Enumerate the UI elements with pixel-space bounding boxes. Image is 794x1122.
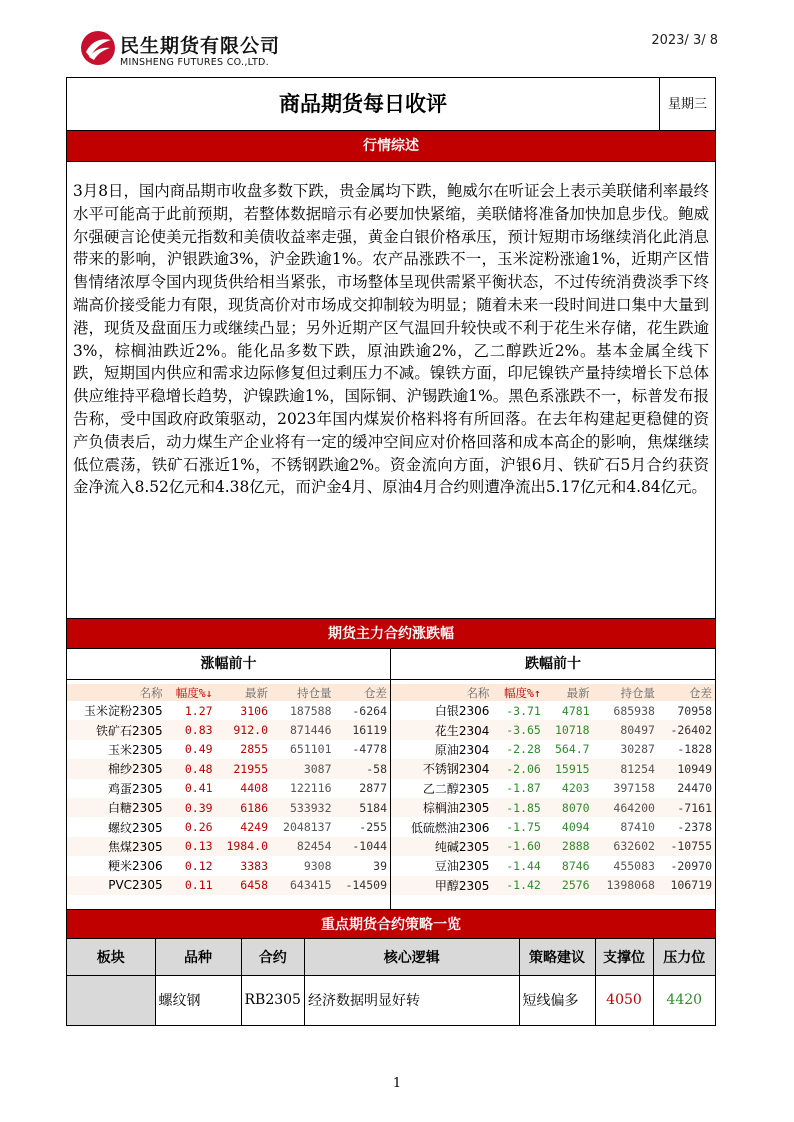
summary-heading: 行情综述 — [67, 131, 715, 162]
gainers-cell-chg: 1.27 — [184, 703, 213, 718]
losers-cell-diff: -26402 — [670, 723, 712, 738]
gainers-cell-name: 玉米2305 — [108, 742, 163, 757]
table-row — [391, 798, 715, 817]
losers-cell-diff: -10755 — [670, 839, 712, 854]
market-summary-text: 3月8日，国内商品期市收盘多数下跌，贵金属均下跌，鲍威尔在听证会上表示美联储利率最终水平可能高于此前预期，若整体数据暗示有必要加快紧缩，美联储将准备加快加息步伐。鲍威尔强硬言论使美元指数和美债收益率走强，黄金白银价格承压，预计短期市场继续消化此消息带来的影响，沪银跌逾3%，沪金跌逾1%。农产品涨跌不一，玉米淀粉涨逾1%，近期产区惜售情绪浓厚令国内现货供给相当紧张，市场整体呈现供需紧平衡状态，不过传统消费淡季下终端高价接受能力有限，现货高价对市场成交抑制较为明显；随着未来一段时间进口集中大量到港，现货及盘面压力或继续凸显；另外近期产区气温回升较快或不利于花生米存储，花生跌逾3%，棕榈油跌近2%。能化品多数下跌，原油跌逾2%，乙二醇跌近2%。基本金属全线下跌，短期国内供应和需求边际修复但过剩压力不减。镍铁方面，印尼镍铁产量持续增长下总体供应维持平稳增长趋势，沪镍跌逾1%，国际铜、沪锡跌逾1%。黑色系涨跌不一，标普发布报告称，受中国政府政策驱动，2023年国内煤炭价格料将有所回落。在去年构建起更稳健的资产负债表后，动力煤生产企业将有一定的缓冲空间应对价格回落和成本高企的影响，焦煤继续低位震荡，铁矿石涨近1%，不锈钢跌逾2%。资金流向方面，沪银6月、铁矿石5月合约获资金净流入8.52亿元和4.38亿元，而沪金4月、原油4月合约则遭净流出5.17亿元和4.84亿元。 — [73, 182, 709, 497]
table-row — [391, 779, 715, 798]
table-row — [67, 975, 715, 1025]
gainers-cell-diff: -4778 — [352, 742, 387, 757]
strategy-cell-variety: 螺纹钢 — [155, 975, 241, 1025]
gainers-header-row — [67, 684, 390, 701]
gainers-cell-name: 粳米2306 — [108, 859, 163, 874]
strategy-cell-sector — [67, 975, 155, 1025]
gainers-cell-oi: 3087 — [303, 761, 332, 776]
table-row — [391, 701, 715, 720]
table-row — [391, 876, 715, 895]
losers-cell-last: 15915 — [554, 761, 590, 776]
losers-cell-last: 4781 — [561, 703, 590, 718]
strategy-cell-logic: 经济数据明显好转 — [304, 975, 519, 1025]
gainers-cell-chg: 0.39 — [184, 800, 213, 815]
gainers-cell-last: 21955 — [233, 761, 268, 776]
gainers-cell-last: 3383 — [240, 858, 268, 873]
losers-cell-chg: -3.71 — [506, 703, 541, 718]
company-name-en: MINSHENG FUTURES CO.,LTD. — [120, 57, 269, 68]
losers-cell-diff: -7161 — [677, 800, 712, 815]
gainers-cell-diff: -255 — [359, 820, 387, 835]
losers-cell-oi: 455083 — [613, 858, 655, 873]
gainers-cell-last: 2855 — [240, 742, 268, 757]
strategy-col-variety: 品种 — [155, 939, 241, 975]
gainers-cell-last: 6458 — [240, 878, 268, 893]
gainers-cell-oi: 2048137 — [283, 820, 332, 835]
table-row — [391, 720, 715, 739]
losers-cell-name: 不锈钢2304 — [422, 762, 490, 777]
strategy-col-advice: 策略建议 — [519, 939, 595, 975]
strategy-cell-advice: 短线偏多 — [519, 975, 595, 1025]
losers-cell-name: 豆油2305 — [434, 859, 490, 874]
gainers-cell-diff: 5184 — [359, 800, 387, 815]
gainers-title: 涨幅前十 — [67, 649, 390, 680]
gainers-cell-oi: 82454 — [296, 839, 332, 854]
table-row — [67, 876, 390, 895]
gainers-cell-oi: 187588 — [289, 703, 332, 718]
gainers-table — [67, 684, 390, 895]
gainers-cell-last: 6186 — [240, 800, 268, 815]
losers-cell-chg: -1.44 — [506, 858, 541, 873]
losers-cell-chg: -1.42 — [506, 878, 541, 893]
gainers-cell-name: 玉米淀粉2305 — [84, 704, 163, 719]
gainers-cell-name: 鸡蛋2305 — [108, 781, 163, 796]
losers-panel — [391, 649, 715, 909]
losers-cell-diff: 24470 — [677, 781, 712, 796]
losers-cell-diff: 70958 — [677, 703, 712, 718]
gainers-col-oi: 持仓量 — [297, 685, 332, 700]
losers-title: 跌幅前十 — [391, 649, 715, 680]
table-row — [67, 817, 390, 836]
losers-cell-last: 4203 — [561, 781, 590, 796]
report-date: 2023/ 3/ 8 — [651, 33, 718, 48]
losers-cell-last: 2888 — [561, 839, 590, 854]
table-row — [391, 837, 715, 856]
table-row — [391, 817, 715, 836]
gainers-cell-diff: -1044 — [352, 839, 387, 854]
losers-cell-chg: -3.65 — [506, 723, 541, 738]
gainers-cell-diff: -58 — [366, 761, 387, 776]
losers-cell-chg: -1.87 — [506, 781, 541, 796]
losers-cell-last: 564.7 — [554, 742, 590, 757]
losers-cell-diff: -20970 — [670, 858, 712, 873]
table-row — [67, 759, 390, 778]
gainers-cell-chg: 0.26 — [184, 820, 213, 835]
gainers-cell-oi: 651101 — [289, 742, 332, 757]
table-row — [67, 837, 390, 856]
gainers-cell-chg: 0.11 — [184, 878, 213, 893]
gainers-col-last: 最新 — [245, 685, 268, 700]
gainers-cell-chg: 0.41 — [184, 781, 213, 796]
gainers-cell-oi: 122116 — [289, 781, 332, 796]
losers-col-last: 最新 — [566, 685, 590, 700]
title-row — [67, 78, 715, 131]
gainers-cell-name: 焦煤2305 — [108, 839, 163, 854]
company-logo — [80, 30, 320, 74]
gainers-cell-name: PVC2305 — [108, 878, 163, 893]
table-row — [391, 759, 715, 778]
table-row — [67, 798, 390, 817]
losers-cell-oi: 1398068 — [606, 878, 655, 893]
losers-header-row — [391, 684, 715, 701]
gainers-cell-diff: 16119 — [352, 723, 387, 738]
strategy-table — [67, 939, 715, 1025]
losers-cell-last: 8070 — [561, 800, 590, 815]
losers-cell-last: 10718 — [554, 723, 590, 738]
losers-col-chg: 幅度%↑ — [504, 685, 541, 700]
losers-cell-oi: 87410 — [620, 820, 655, 835]
losers-cell-oi: 30287 — [620, 742, 655, 757]
strategy-col-pressure: 压力位 — [653, 939, 715, 975]
table-row — [67, 701, 390, 720]
losers-cell-oi: 685938 — [613, 703, 655, 718]
gainers-cell-name: 棉纱2305 — [108, 762, 163, 777]
losers-cell-chg: -1.75 — [506, 820, 541, 835]
losers-cell-oi: 632602 — [613, 839, 655, 854]
page-number: 1 — [392, 1076, 402, 1091]
strategy-col-sector: 板块 — [67, 939, 155, 975]
gainers-cell-chg: 0.49 — [184, 742, 213, 757]
gainers-cell-last: 4249 — [240, 820, 268, 835]
minsheng-logo-icon — [80, 30, 116, 66]
losers-cell-name: 低硫燃油2306 — [410, 820, 490, 835]
report-title: 商品期货每日收评 — [279, 92, 447, 116]
losers-cell-chg: -1.85 — [506, 800, 541, 815]
gainers-cell-oi: 533932 — [289, 800, 332, 815]
gainers-cell-last: 912.0 — [233, 723, 268, 738]
losers-cell-last: 8746 — [561, 858, 590, 873]
company-name-cn: 民生期货有限公司 — [120, 35, 281, 57]
losers-cell-name: 原油2304 — [434, 742, 490, 757]
table-row — [391, 856, 715, 875]
strategy-cell-pressure: 4420 — [666, 992, 703, 1009]
gainers-cell-name: 螺纹2305 — [108, 820, 163, 835]
gainers-cell-oi: 871446 — [289, 723, 332, 738]
strategy-cell-support: 4050 — [595, 975, 653, 1025]
losers-cell-name: 花生2304 — [434, 723, 490, 738]
table-row — [391, 740, 715, 759]
gainers-cell-diff: 2877 — [359, 781, 387, 796]
strategy-cell-contract: RB2305 — [241, 975, 304, 1025]
gainers-cell-last: 4408 — [240, 781, 268, 796]
losers-cell-last: 4094 — [561, 820, 590, 835]
gainers-cell-oi: 643415 — [289, 878, 332, 893]
gainers-col-diff: 仓差 — [364, 685, 387, 700]
gainers-cell-diff: -6264 — [352, 703, 387, 718]
gainers-cell-diff: 39 — [373, 858, 387, 873]
gainers-cell-chg: 0.12 — [184, 858, 213, 873]
losers-cell-name: 棕榈油2305 — [422, 801, 490, 816]
losers-cell-diff: 106719 — [670, 878, 712, 893]
losers-cell-name: 白银2306 — [434, 704, 490, 719]
table-row — [67, 779, 390, 798]
gainers-cell-oi: 9308 — [303, 858, 332, 873]
gainers-cell-diff: -14509 — [345, 878, 387, 893]
gainers-col-name: 名称 — [139, 685, 163, 700]
losers-col-name: 名称 — [466, 685, 490, 700]
strategy-col-support: 支撑位 — [595, 939, 653, 975]
strategy-heading: 重点期货合约策略一览 — [67, 909, 715, 939]
strategy-col-logic: 核心逻辑 — [304, 939, 519, 975]
losers-cell-chg: -2.28 — [506, 742, 541, 757]
losers-cell-name: 甲醇2305 — [434, 878, 490, 893]
losers-cell-name: 乙二醇2305 — [422, 781, 490, 796]
losers-cell-diff: -2378 — [677, 820, 712, 835]
losers-cell-oi: 397158 — [613, 781, 655, 796]
report-frame — [66, 77, 716, 1026]
gainers-cell-chg: 0.83 — [184, 723, 213, 738]
losers-cell-oi: 464200 — [613, 800, 655, 815]
losers-cell-diff: 10949 — [677, 761, 712, 776]
movers-heading: 期货主力合约涨跌幅 — [67, 618, 715, 649]
gainers-cell-last: 1984.0 — [226, 839, 268, 854]
strategy-col-contract: 合约 — [241, 939, 304, 975]
gainers-cell-chg: 0.13 — [184, 839, 213, 854]
losers-col-oi: 持仓量 — [620, 685, 655, 700]
gainers-cell-name: 铁矿石2305 — [96, 723, 163, 738]
losers-cell-diff: -1828 — [677, 742, 712, 757]
losers-cell-chg: -2.06 — [506, 761, 541, 776]
strategy-header-row — [67, 939, 715, 975]
gainers-cell-last: 3106 — [240, 703, 268, 718]
report-weekday: 星期三 — [659, 78, 715, 131]
losers-cell-last: 2576 — [561, 878, 590, 893]
losers-cell-name: 纯碱2305 — [434, 839, 490, 854]
gainers-col-chg: 幅度%↓ — [175, 685, 213, 700]
losers-col-diff: 仓差 — [689, 685, 712, 700]
gainers-cell-name: 白糖2305 — [108, 801, 163, 816]
losers-table — [391, 684, 715, 895]
table-row — [67, 740, 390, 759]
losers-cell-oi: 80497 — [620, 723, 655, 738]
losers-cell-oi: 81254 — [620, 761, 655, 776]
table-row — [67, 720, 390, 739]
table-row — [67, 856, 390, 875]
movers-section — [67, 649, 715, 909]
losers-cell-chg: -1.60 — [506, 839, 541, 854]
gainers-panel — [67, 649, 391, 909]
gainers-cell-chg: 0.48 — [184, 761, 213, 776]
